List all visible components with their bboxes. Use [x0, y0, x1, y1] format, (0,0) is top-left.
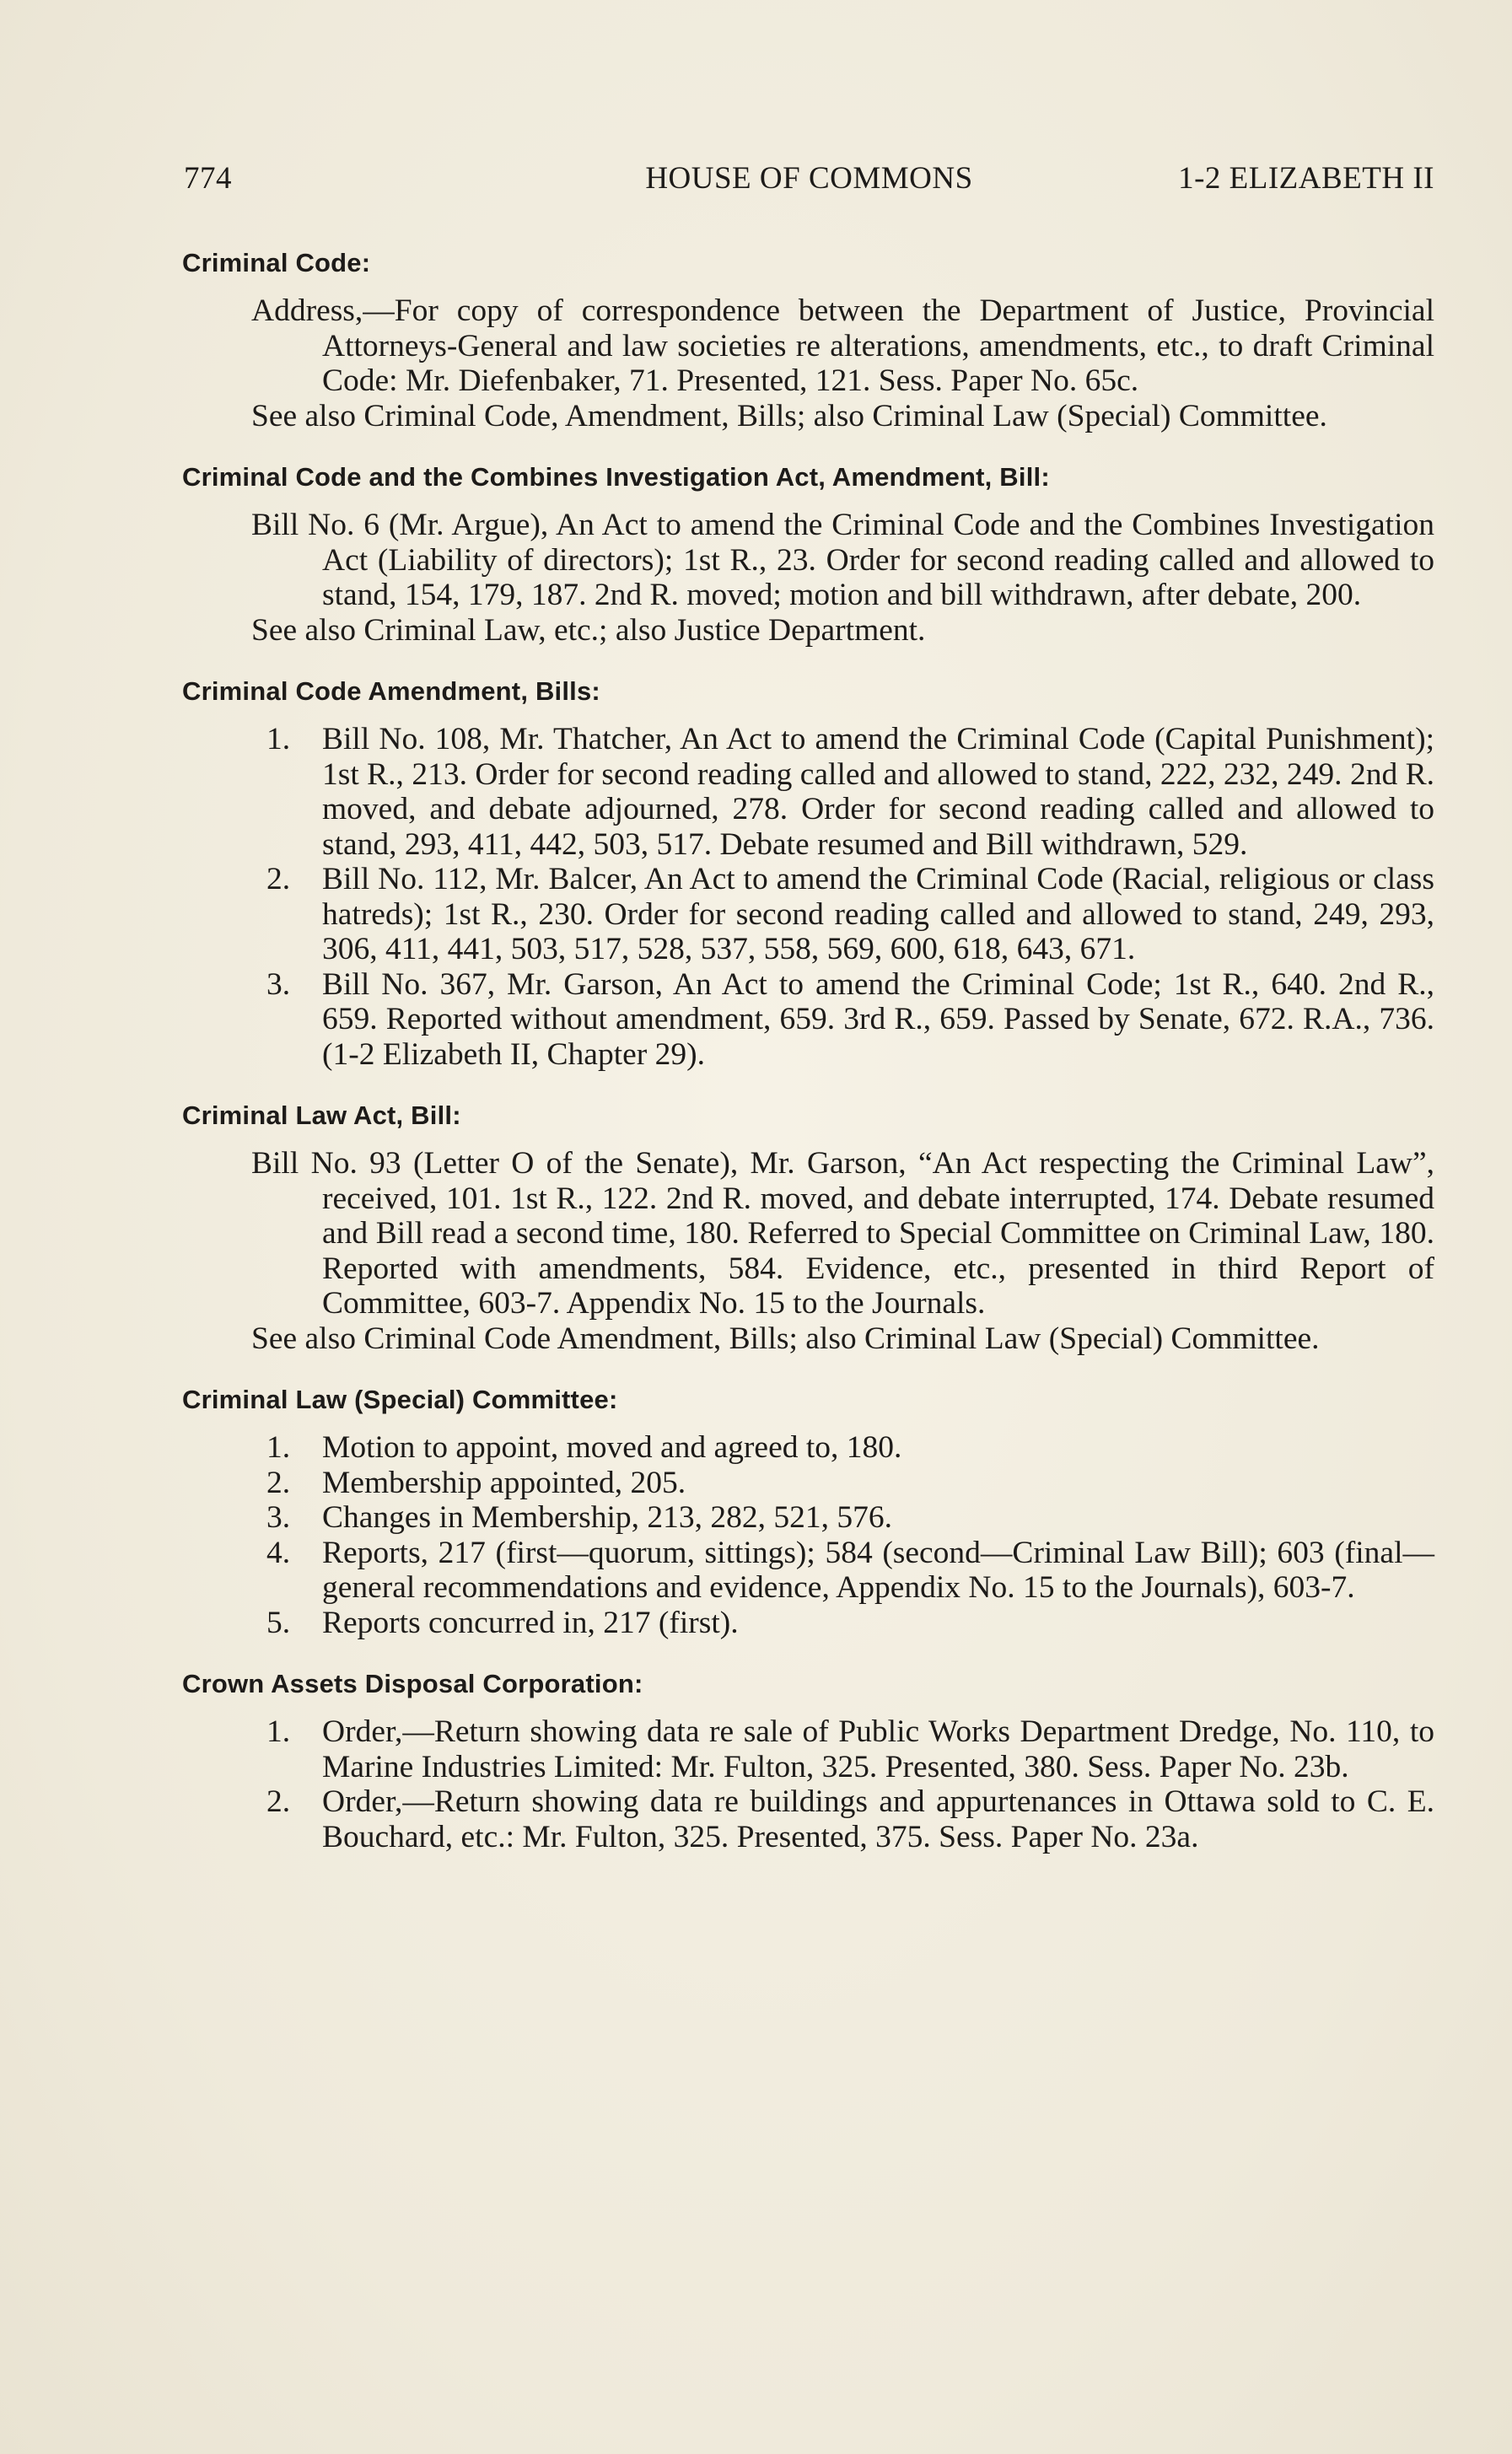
item-number: 2. [266, 862, 291, 896]
item-number: 2. [266, 1465, 291, 1500]
item-text: Order,—Return showing data re sale of Public Works Department Dredge, No. 110, to Marine Industries Limited: Mr. Fulton, 325. Presented, 380. Sess. Paper No. 23b. [322, 1714, 1434, 1784]
entry-lead: See [251, 1321, 298, 1356]
numbered-item [182, 1784, 1434, 1854]
item-text: Bill No. 367, Mr. Garson, An Act to amend the Criminal Code; 1st R., 640. 2nd R., 659. Reported without amendment, 659. 3rd R., 659. Passed by Senate, 672. R.A., 736. (1-2 Elizabeth II, Chapter 29). [322, 966, 1434, 1072]
section-heading: Crown Assets Disposal Corporation: [182, 1669, 643, 1698]
index-section [182, 248, 1434, 433]
running-title: HOUSE OF COMMONS [645, 161, 973, 196]
numbered-item [182, 1714, 1434, 1784]
entry-lead: Address, [251, 293, 363, 328]
item-number: 1. [266, 1714, 291, 1749]
index-entry [182, 1146, 1434, 1321]
item-text: Reports, 217 (first—quorum, sittings); 584 (second—Criminal Law Bill); 603 (final—general recommendations and evidence, Appendix No. 15 to the Journals), 603-7. [322, 1535, 1434, 1605]
item-number: 4. [266, 1535, 291, 1570]
item-text: Bill No. 112, Mr. Balcer, An Act to amend the Criminal Code (Racial, religious or class hatreds); 1st R., 230. Order for second reading called and allowed to stand, 249, 293, 306, 411, 441, 503, 517, 528, 537, 558, 569, 600, 618, 643, 671. [322, 862, 1434, 966]
numbered-item [182, 722, 1434, 862]
see-also-entry [182, 399, 1434, 434]
page-number: 774 [184, 161, 232, 196]
section-heading: Criminal Code Amendment, Bills: [182, 676, 600, 706]
numbered-item [182, 862, 1434, 967]
see-also-entry [182, 1321, 1434, 1357]
item-number: 1. [266, 1430, 291, 1465]
item-text: Reports concurred in, 217 (first). [322, 1605, 739, 1640]
entry-text: —For copy of correspondence between the Department of Justice, Provincial Attorneys-General and law societies re alterations, amendments, etc., to draft Criminal Code: Mr. Diefenbaker, 71. Presented, 121. Sess. Paper No. 65c. [322, 293, 1434, 398]
section-heading: Criminal Code: [182, 248, 371, 277]
entry-text: also Criminal Code, Amendment, Bills; also Criminal Law (Special) Committee. [304, 398, 1327, 433]
index-section [182, 462, 1434, 648]
numbered-item [182, 1536, 1434, 1606]
reign-label: 1-2 ELIZABETH II [1178, 161, 1434, 196]
item-number: 2. [266, 1784, 291, 1819]
numbered-item [182, 967, 1434, 1073]
see-also-entry [182, 613, 1434, 648]
index-section [182, 1385, 1434, 1640]
item-text: Order,—Return showing data re buildings and appurtenances in Ottawa sold to C. E. Bouchard, etc.: Mr. Fulton, 325. Presented, 375. Sess. Paper No. 23a. [322, 1784, 1434, 1854]
item-number: 3. [266, 966, 291, 1002]
entry-lead: See [251, 398, 298, 433]
item-text: Changes in Membership, 213, 282, 521, 576. [322, 1500, 892, 1535]
item-number: 3. [266, 1500, 291, 1535]
item-text: Motion to appoint, moved and agreed to, 180. [322, 1430, 902, 1465]
entry-text: No. 6 (Mr. Argue), An Act to amend the Criminal Code and the Combines Investigation Act (Liability of directors); 1st R., 23. Order for second reading called and allowed to stand, 154, 179, 187. 2nd R. moved; motion and bill withdrawn, after debate, 200. [308, 508, 1434, 612]
page-header [184, 160, 1434, 202]
item-number: 5. [266, 1605, 291, 1640]
item-text: Bill No. 108, Mr. Thatcher, An Act to amend the Criminal Code (Capital Punishment); 1st R., 213. Order for second reading called and allowed to stand, 222, 232, 249. 2nd R. moved, and debate adjourned, 278. Order for second reading called and allowed to stand, 293, 411, 442, 503, 517. Debate resumed and Bill withdrawn, 529. [322, 722, 1434, 862]
item-text: Membership appointed, 205. [322, 1465, 686, 1500]
numbered-item [182, 1466, 1434, 1501]
index-section [182, 676, 1434, 1072]
entry-text: also Criminal Law, etc.; also Justice Department. [304, 612, 926, 648]
numbered-item [182, 1430, 1434, 1466]
entry-lead: See [251, 612, 298, 648]
entry-text: No. 93 (Letter O of the Senate), Mr. Garson, “An Act respecting the Criminal Law”, received, 101. 1st R., 122. 2nd R. moved, and debate interrupted, 174. Debate resumed and Bill read a second time, 180. Referred to Special Committee on Criminal Law, 180. Reported with amendments, 584. Evidence, etc., presented in third Report of Committee, 603-7. Appendix No. 15 to the Journals. [310, 1146, 1435, 1321]
index-content [182, 248, 1434, 1883]
entry-lead: Bill [251, 1146, 299, 1181]
index-section [182, 1101, 1434, 1356]
entry-text: also Criminal Code Amendment, Bills; also Criminal Law (Special) Committee. [304, 1321, 1320, 1356]
numbered-item [182, 1606, 1434, 1641]
section-heading: Criminal Law (Special) Committee: [182, 1385, 618, 1414]
index-entry [182, 293, 1434, 399]
section-heading: Criminal Code and the Combines Investigation Act, Amendment, Bill: [182, 462, 1050, 492]
index-section [182, 1669, 1434, 1854]
section-heading: Criminal Law Act, Bill: [182, 1101, 461, 1130]
index-entry [182, 508, 1434, 613]
numbered-item [182, 1500, 1434, 1536]
entry-lead: Bill [251, 508, 299, 542]
item-number: 1. [266, 722, 291, 756]
